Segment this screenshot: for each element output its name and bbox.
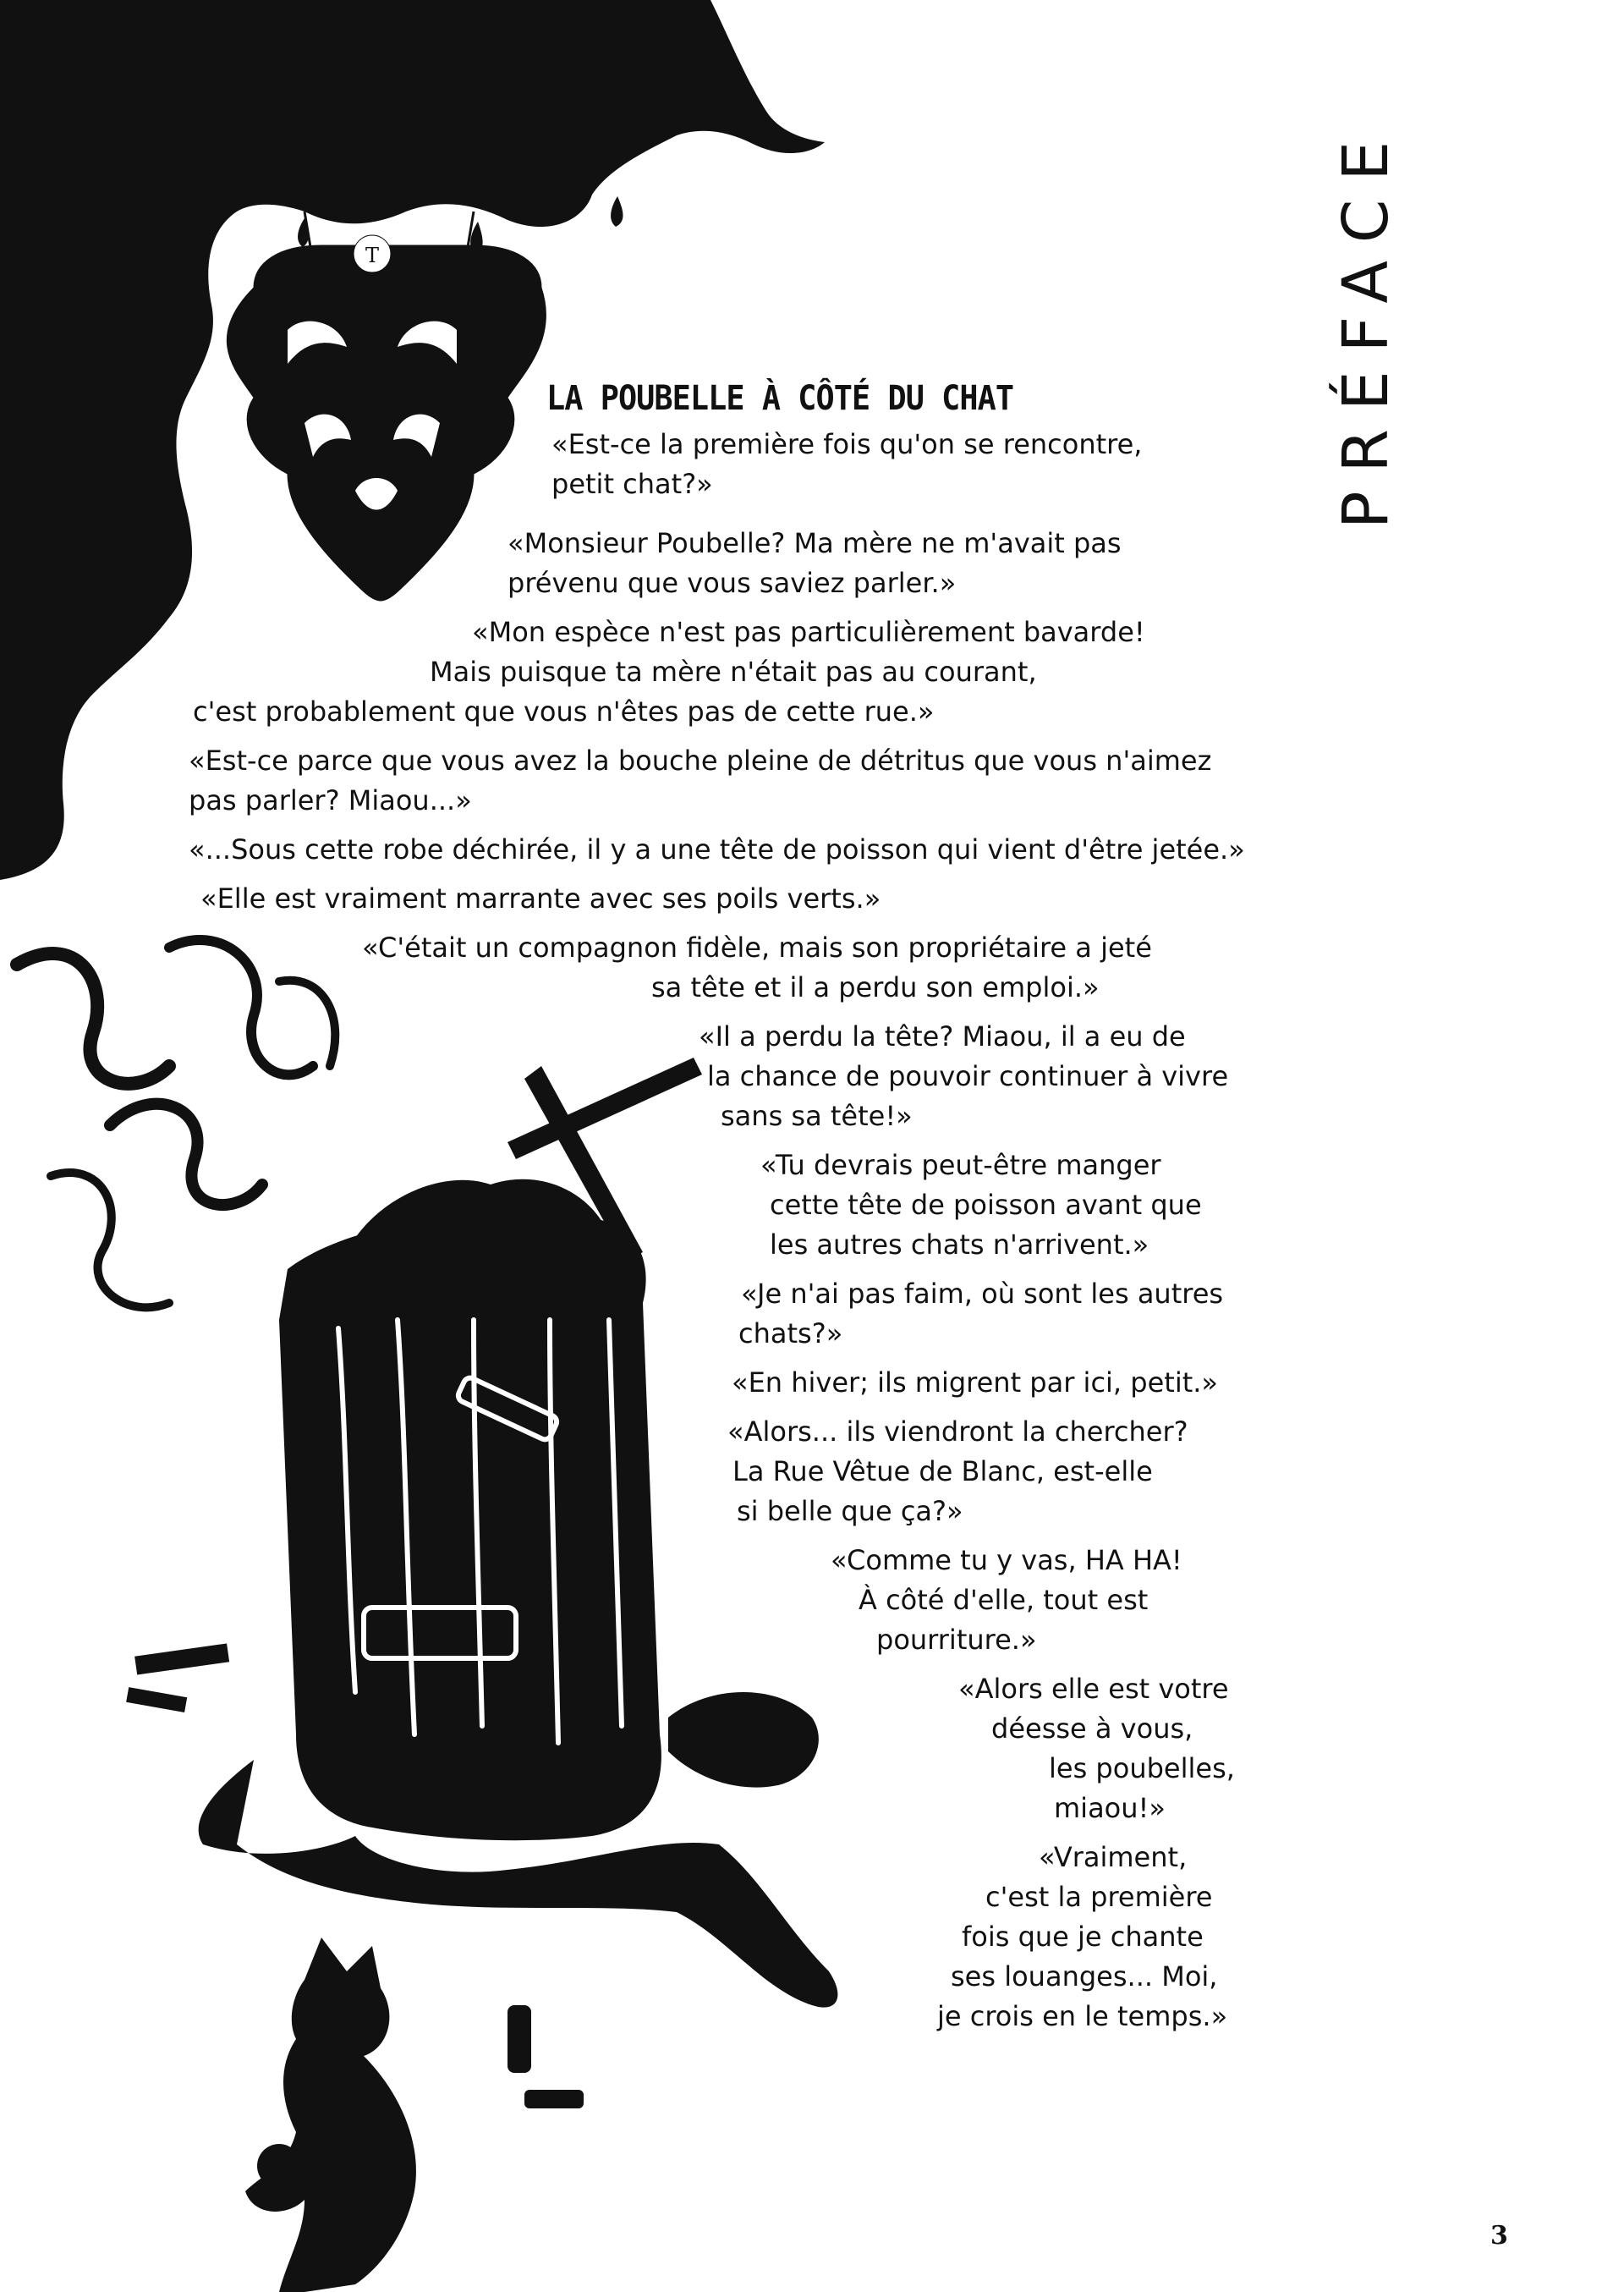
cat-silhouette xyxy=(245,1937,584,2292)
text-line: ses louanges... Moi, xyxy=(951,1960,1218,1992)
text-line: les poubelles, xyxy=(1049,1752,1235,1784)
text-line: À côté d'elle, tout est xyxy=(859,1584,1149,1616)
text-line: je crois en le temps.» xyxy=(937,2000,1228,2032)
text-line: «Il a perdu la tête? Miaou, il a eu de xyxy=(699,1020,1186,1053)
text-line: «Je n'ai pas faim, où sont les autres xyxy=(741,1278,1224,1310)
text-line: petit chat?» xyxy=(551,468,713,500)
svg-text:T: T xyxy=(365,244,380,267)
text-line: déesse à vous, xyxy=(991,1712,1193,1745)
text-line: si belle que ça?» xyxy=(737,1495,963,1527)
text-line: sans sa tête!» xyxy=(721,1100,913,1132)
text-line: «Est-ce la première fois qu'on se rencontre, xyxy=(551,428,1143,460)
text-line: «Vraiment, xyxy=(1039,1841,1188,1873)
smoke-tendrils xyxy=(17,940,335,1307)
text-line: pas parler? Miaou...» xyxy=(189,784,472,816)
text-line: «...Sous cette robe déchirée, il y a une tête de poisson qui vient d'être jetée.» xyxy=(189,833,1245,866)
text-line: c'est la première xyxy=(985,1881,1213,1913)
text-line: prévenu que vous saviez parler.» xyxy=(508,567,957,599)
text-line: chats?» xyxy=(738,1317,843,1349)
text-line: les autres chats n'arrivent.» xyxy=(770,1228,1149,1261)
story-title: LA POUBELLE À CÔTÉ DU CHAT xyxy=(546,379,1014,418)
page-number: 3 xyxy=(1490,2221,1508,2251)
text-line: c'est probablement que vous n'êtes pas de cette rue.» xyxy=(193,695,935,728)
text-line: la chance de pouvoir continuer à vivre xyxy=(707,1060,1229,1092)
section-label-text: PRÉFACE xyxy=(1330,122,1403,530)
text-line: fois que je chante xyxy=(962,1921,1204,1953)
tribal-mask xyxy=(227,212,546,601)
text-line: miaou!» xyxy=(1054,1792,1166,1824)
text-line: «C'était un compagnon fidèle, mais son propriétaire a jeté xyxy=(362,932,1152,964)
text-line: «Alors... ils viendront la chercher? xyxy=(727,1415,1188,1448)
text-line: «Elle est vraiment marrante avec ses poils verts.» xyxy=(200,882,881,915)
text-line: «En hiver; ils migrent par ici, petit.» xyxy=(732,1366,1218,1399)
text-line: Mais puisque ta mère n'était pas au courant, xyxy=(430,656,1037,688)
text-line: pourriture.» xyxy=(876,1624,1037,1656)
text-line: «Mon espèce n'est pas particulièrement bavarde! xyxy=(472,616,1145,648)
text-line: La Rue Vêtue de Blanc, est-elle xyxy=(732,1455,1153,1487)
text-line: «Est-ce parce que vous avez la bouche pleine de détritus que vous n'aimez xyxy=(189,745,1212,777)
text-line: «Tu devrais peut-être manger xyxy=(760,1149,1161,1181)
text-line: «Comme tu y vas, HA HA! xyxy=(831,1544,1182,1576)
text-line: «Monsieur Poubelle? Ma mère ne m'avait pas xyxy=(508,527,1122,559)
section-label xyxy=(1320,122,1413,530)
text-line: sa tête et il a perdu son emploi.» xyxy=(651,971,1100,1003)
text-line: «Alors elle est votre xyxy=(958,1673,1229,1705)
text-line: cette tête de poisson avant que xyxy=(770,1189,1202,1221)
